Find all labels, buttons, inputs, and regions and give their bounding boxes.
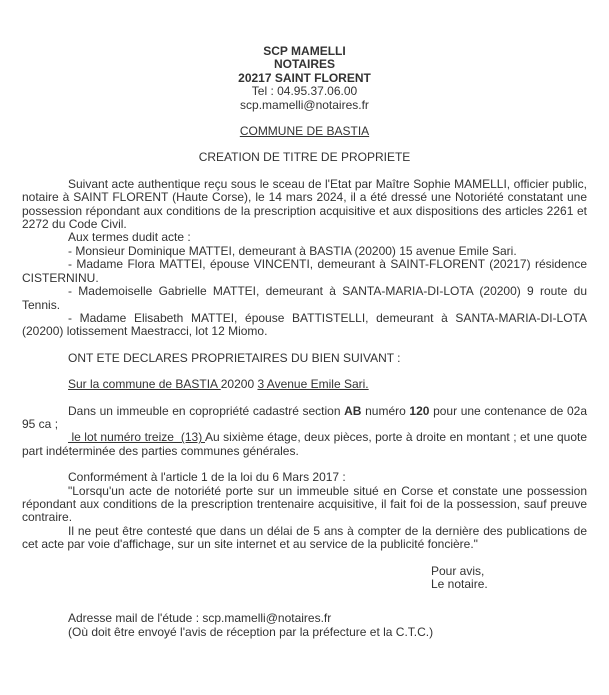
declaration-line: ONT ETE DECLARES PROPRIETAIRES DU BIEN SUIVANT : (68, 350, 401, 365)
property-postal-code: 20200 (220, 377, 258, 392)
letterhead (22, 45, 587, 112)
spacer (22, 165, 587, 178)
spacer (22, 339, 587, 352)
signature-line-2: Le notaire. (431, 577, 488, 591)
terms-line: Aux termes dudit acte : (68, 230, 191, 245)
office-name: SCP MAMELLI (263, 44, 346, 58)
office-email: scp.mamelli@notaires.fr (240, 97, 369, 112)
cadastre-line (22, 405, 587, 432)
spacer (22, 591, 587, 604)
property-street-underlined: 3 Avenue Emile Sari. (257, 377, 369, 392)
office-address: 20217 SAINT FLORENT (238, 70, 371, 85)
cadastre-text-3: pour une contenance de 02a 95 ca ; (22, 403, 587, 431)
office-type: NOTAIRES (273, 57, 336, 72)
lot-description: Au sixième étage, deux pièces, porte à droite en montant ; et une quote part indéterminée des parties communes générales. (22, 430, 588, 458)
footer-note-line: (Où doit être envoyé l'avis de réception par la préfecture et la C.T.C.) (68, 624, 434, 639)
lot-line (22, 431, 587, 458)
lot-number-underlined: le lot numéro treize (13) (68, 430, 206, 445)
party-item-3: - Mademoiselle Gabrielle MATTEI, demeurant à SANTA-MARIA-DI-LOTA (20200) 9 route du Tennis. (22, 284, 587, 312)
cadastre-text-1: Dans un immeuble en copropriété cadastré section (68, 403, 345, 418)
spacer (22, 552, 587, 565)
office-phone: Tel : 04.95.37.06.00 (251, 84, 358, 99)
party-item-4: - Madame Elisabeth MATTEI, épouse BATTISTELLI, demeurant à SANTA-MARIA-DI-LOTA (20200) lotissement Maestracci, lot 12 Miomo. (22, 310, 587, 339)
commune-title: COMMUNE DE BASTIA (239, 124, 370, 139)
footer-mail-line: Adresse mail de l'étude : scp.mamelli@notaires.fr (68, 611, 332, 626)
law-quote-paragraph-2: Il ne peut être contesté que dans un délai de 5 ans à compter de la dernière des publications de cet acte par voie d'affichage, sur un site internet et au service de la publicité foncière." (22, 523, 587, 552)
law-intro-line: Conformément à l'article 1 de la loi du 6 Mars 2017 : (68, 470, 346, 485)
cadastre-section: AB (344, 403, 362, 418)
doc-title: CREATION DE TITRE DE PROPRIETE (198, 150, 411, 165)
cadastre-number: 120 (409, 403, 430, 418)
party-item-1: - Monsieur Dominique MATTEI, demeurant à BASTIA (20200) 15 avenue Emile Sari. (68, 243, 517, 258)
property-commune-underlined: Sur la commune de BASTIA (68, 377, 221, 392)
signature-block (431, 565, 587, 592)
signature-line-1: Pour avis, (431, 563, 485, 578)
intro-paragraph: Suivant acte authentique reçu sous le sceau de l'Etat par Maître Sophie MAMELLI, officier public, notaire à SAINT FLORENT (Haute Corse), le 14 mars 2024, il a été dressé une Notoriété constatant une possession répondant aux conditions de la prescription acquisitive et aux dispositions des articles 2261 et 2272 du Code Civil. (22, 176, 587, 232)
commune-title-line (22, 125, 587, 138)
law-quote-paragraph-1: "Lorsqu'un acte de notoriété porte sur un immeuble situé en Corse et constate une possession répondant aux conditions de la prescription trentenaire acquisitive, il fait foi de la possession, sauf preuve contraire. (22, 483, 587, 525)
party-item-2: - Madame Flora MATTEI, épouse VINCENTI, demeurant à SAINT-FLORENT (20217) résidence CISTERNINU. (22, 257, 587, 285)
cadastre-text-2: numéro (361, 403, 410, 418)
property-address-line (22, 378, 587, 391)
